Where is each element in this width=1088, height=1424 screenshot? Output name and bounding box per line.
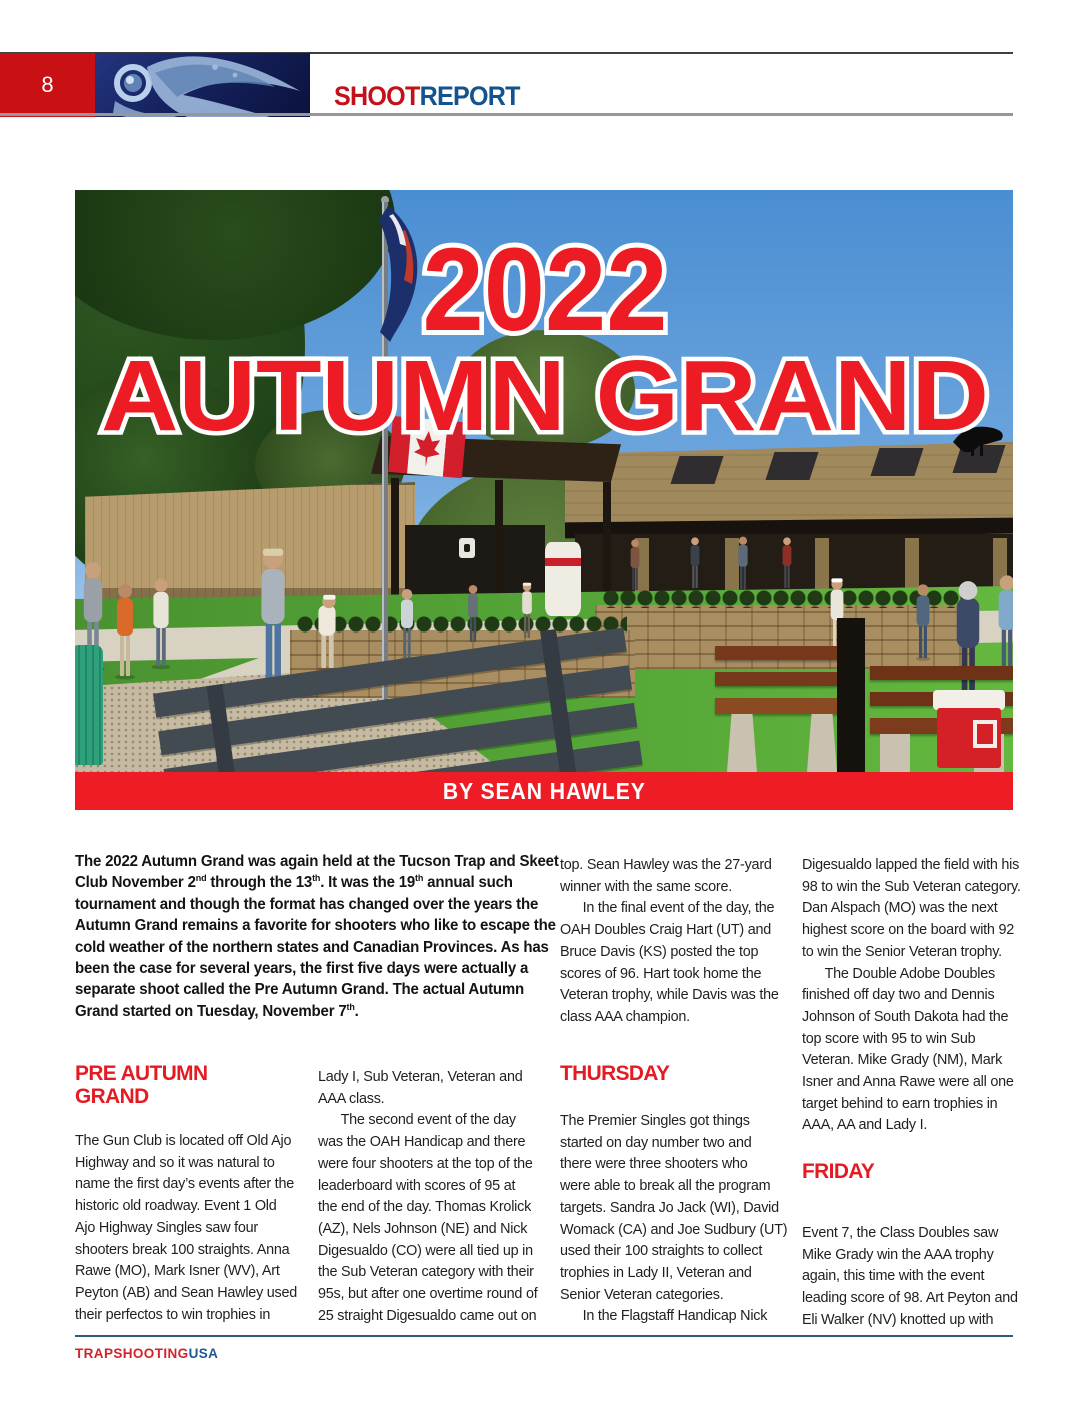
hero-photo	[75, 190, 1013, 772]
column3-body: The Premier Singles got things started on day number two and there were three shooters who were able to break all the program targets. Sandra Jo Jack (WI), David Womack (CA) and Joe Sudbury (UT) used their 100 straights to collect trophies in Lady II, Veteran and Senior Veteran categories. In the Flagstaff Handicap Nick	[560, 1112, 788, 1325]
footer-rule	[75, 1335, 1013, 1337]
section-title-blue: REPORT	[419, 81, 520, 111]
hero-year-text: 2022	[422, 224, 668, 356]
column3-continuation: top. Sean Hawley was the 27-yard winner with the same score. In the final event of the day, the OAH Doubles Craig Hart (UT) and Bruce Davis (KS) posted the top scores of 96. Hart took home the Veteran trophy, while Davis was the class AAA champion.	[560, 856, 779, 1025]
header-rule-bottom	[0, 113, 1013, 116]
hero-photo-block	[75, 190, 1013, 810]
column4-body: Event 7, the Class Doubles saw Mike Grady win the AAA trophy again, this time with the event leading score of 98. Art Peyton and Eli Walker (NV) knotted up with	[802, 1224, 1018, 1328]
hero-headline	[75, 190, 1013, 772]
heading-pre-autumn-grand: PRE AUTUMN GRAND	[75, 1061, 208, 1108]
column4-continuation: Digesualdo lapped the field with his 98 to win the Sub Veteran category. Dan Alspach (MO) was the next highest score on the board with 92 to win the Senior Veteran trophy. The Double Adobe Doubles finished off day two and Dennis Johnson of South Dakota had the top score with 95 to win Sub Veteran. Mike Grady (NM), Mark Isner and Anna Rawe were all one target behind to earn trophies in AAA, AA and Lady I.	[802, 856, 1021, 1134]
heading-thursday: THURSDAY	[560, 1061, 670, 1085]
column2-body: Lady I, Sub Veteran, Veteran and AAA class. The second event of the day was the OAH Handicap and there were four shooters at the top of the leaderboard with scores of 95 at the end of the day. Thomas Krolick (AZ), Nels Johnson (NE) and Nick Digesualdo (CO) were all tied up in the Sub Veteran category with their 95s, but after one overtime round of 25 straight Digesualdo came out on	[318, 1068, 538, 1324]
heading-friday: FRIDAY	[802, 1159, 875, 1183]
page-number-block	[0, 53, 95, 117]
footer-brand-blue: USA	[188, 1346, 219, 1361]
byline-text: BY SEAN HAWLEY	[442, 777, 646, 804]
hero-title-text: AUTUMN GRAND	[101, 340, 989, 452]
column1-body: The Gun Club is located off Old Ajo Highway and so it was natural to name the first day’s events after the historic old roadway. Event 1 Old Ajo Highway Singles saw four shooters break 100 straights. Anna Rawe (MO), Mark Isner (WV), Art Peyton (AB) and Sean Hawley used their perfectos to win trophies in	[75, 1132, 298, 1323]
footer-brand	[75, 1346, 218, 1361]
page-number: 8	[41, 72, 54, 97]
section-title-red: SHOOT	[334, 81, 420, 111]
header-ornament	[95, 53, 310, 117]
intro-paragraph: The 2022 Autumn Grand was again held at the Tucson Trap and Skeet Club November 2nd through the 13th. It was the 19th annual such tournament and though the format has changed over the years the Autumn Grand remains a favorite for shooters who like to escape the cold weather of the northern states and Canadian Provinces. As has been the case for several years, the first five days were actually a separate shoot called the Pre Autumn Grand. The actual Autumn Grand started on Tuesday, November 7th.	[75, 853, 559, 1020]
byline-banner	[75, 772, 1013, 810]
section-title	[334, 81, 520, 112]
flourish-ornament-icon	[95, 53, 310, 117]
footer-brand-red: TRAPSHOOTING	[75, 1346, 189, 1361]
